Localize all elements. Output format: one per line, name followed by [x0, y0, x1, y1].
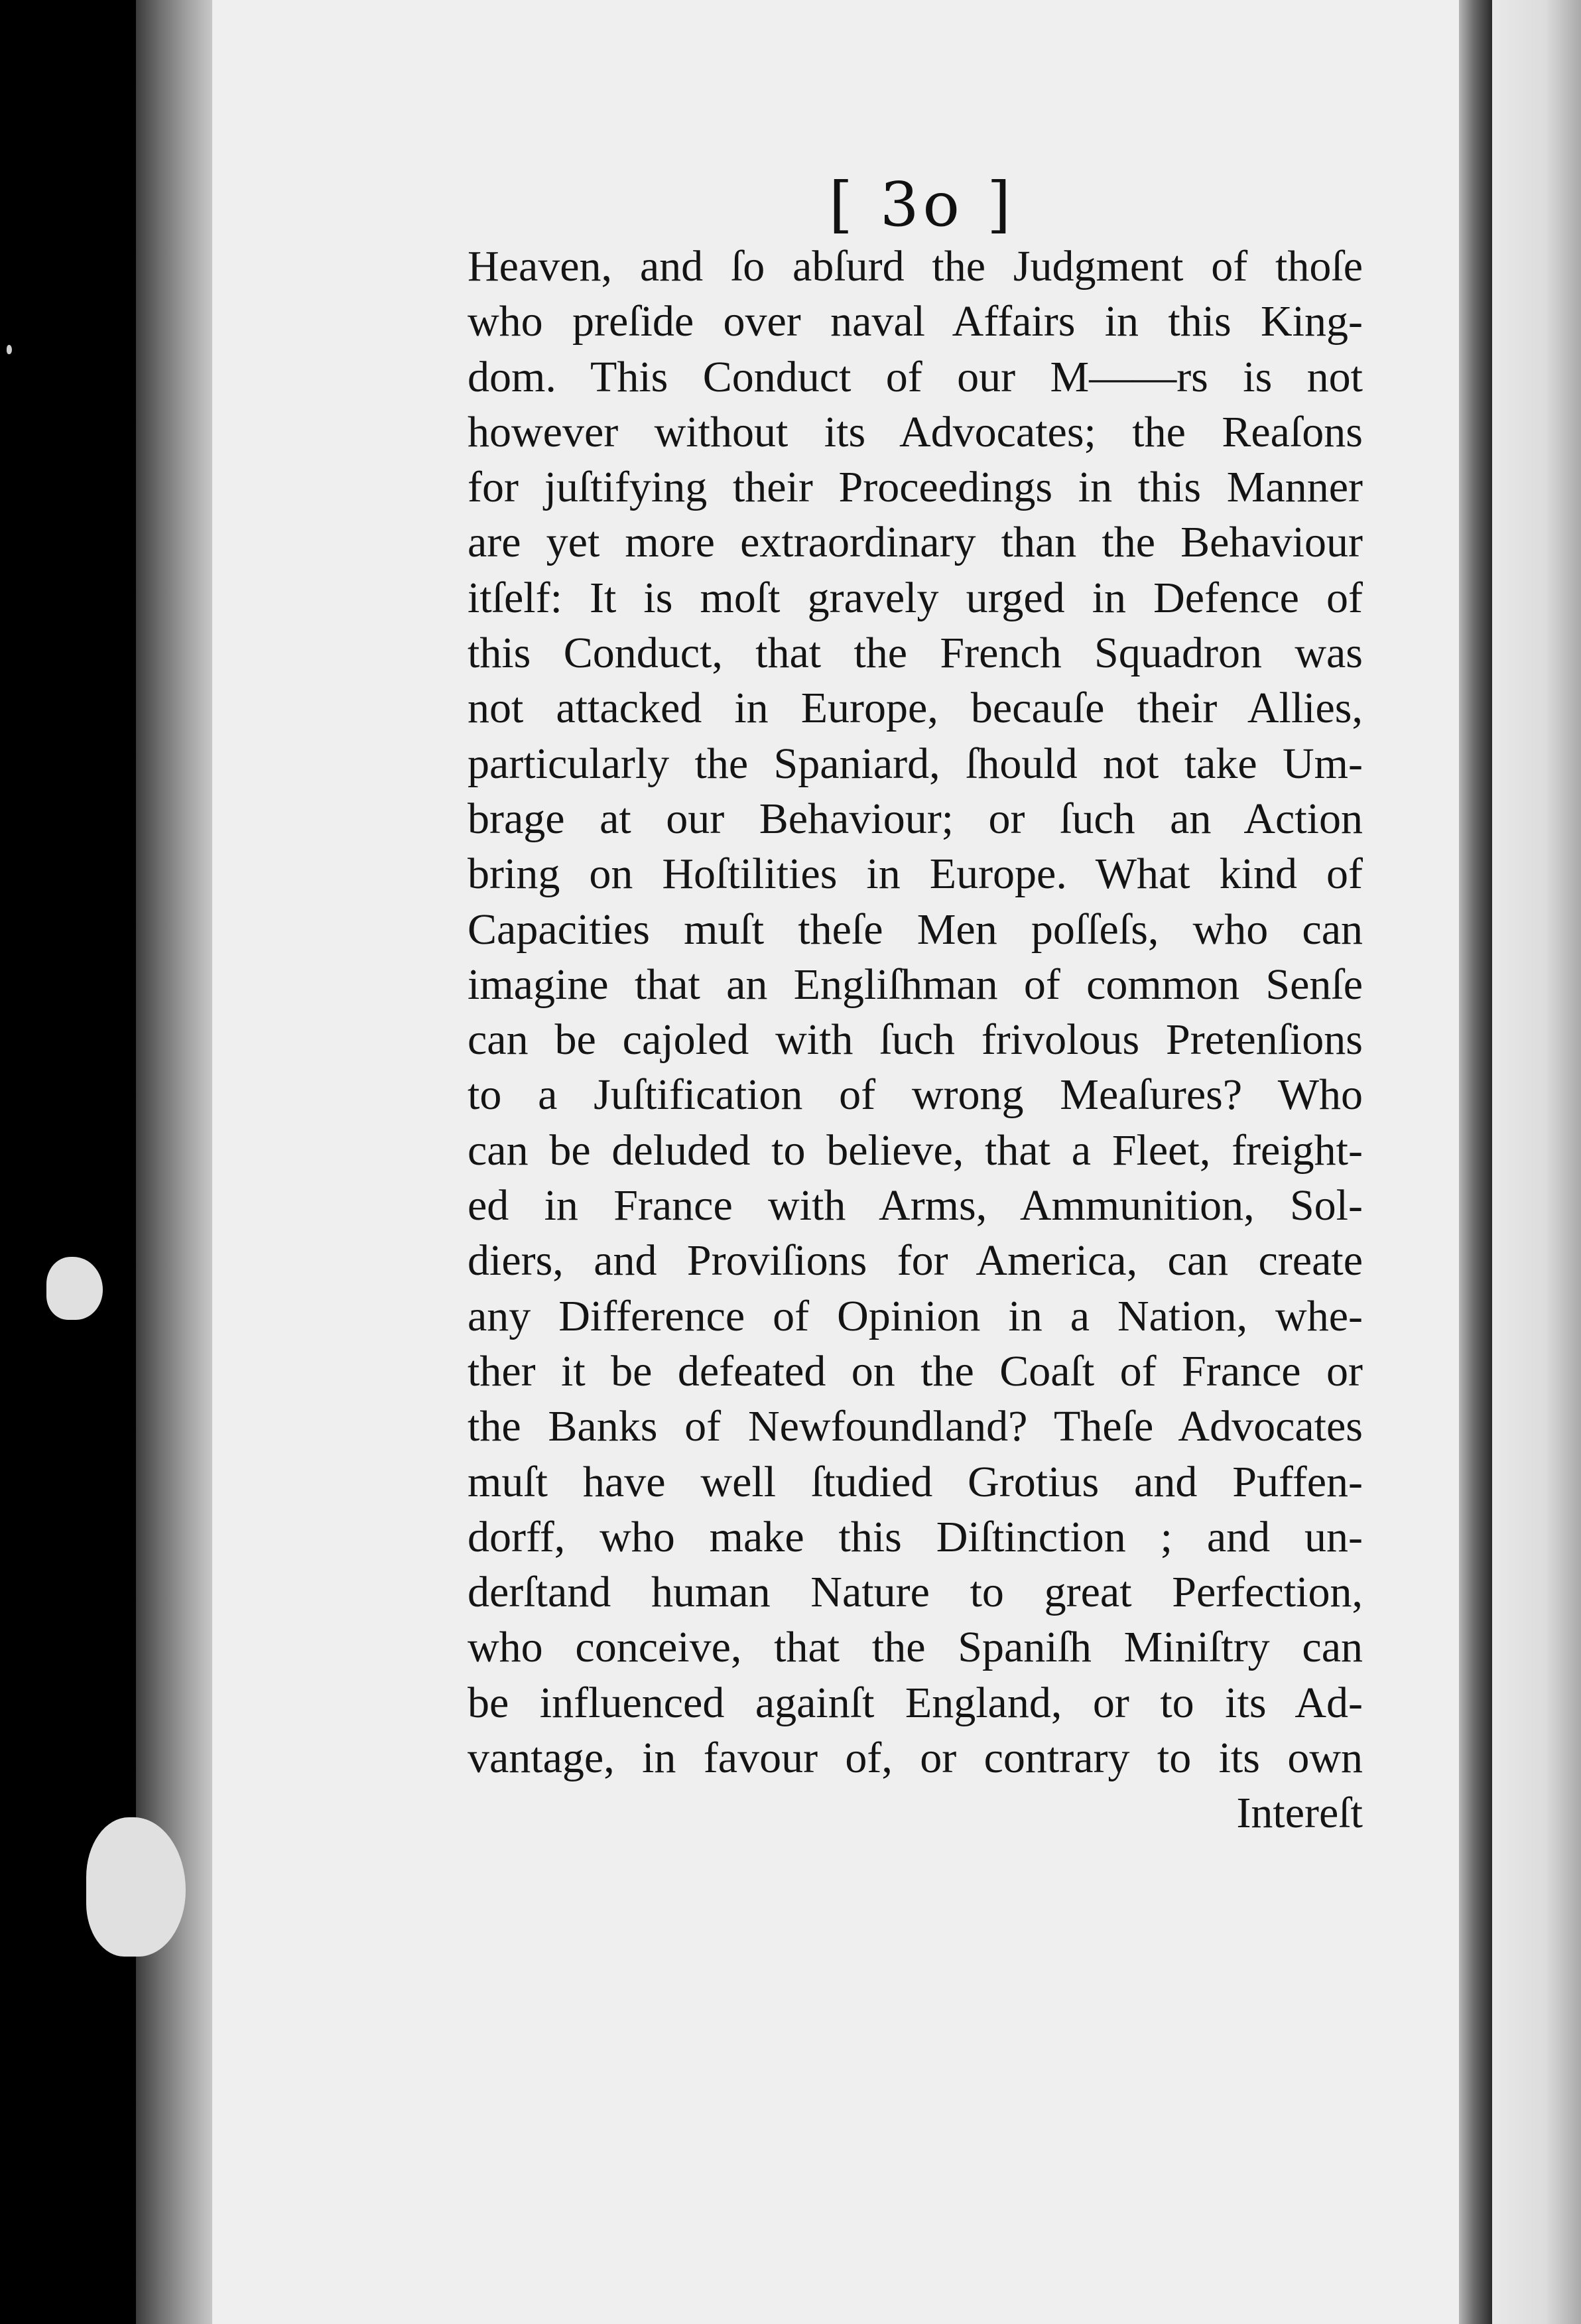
text-line: imagine that an Engliſhman of common Senſe — [468, 960, 1363, 1009]
text-line: who conceive, that the Spaniſh Miniſtry can — [468, 1623, 1363, 1672]
text-line: dorff, who make this Diſtinction ; and un- — [468, 1512, 1363, 1561]
text-line: brage at our Behaviour; or ſuch an Action — [468, 794, 1363, 843]
page-edge-shadow — [1459, 0, 1492, 2324]
text-line: can be cajoled with ſuch frivolous Pretenſions — [468, 1015, 1363, 1065]
text-line: dom. This Conduct of our M——rs is not — [468, 352, 1363, 401]
page-number: [ 3o ] — [828, 169, 1015, 240]
text-line: any Difference of Opinion in a Nation, whe- — [468, 1291, 1363, 1340]
text-line: Heaven, and ſo abſurd the Judgment of thoſe — [468, 242, 1363, 290]
binding-gutter — [136, 0, 222, 2324]
text-line: Capacities muſt theſe Men poſſeſs, who can — [468, 905, 1363, 954]
text-line: are yet more extraordinary than the Behaviour — [468, 518, 1363, 567]
margin-speck — [46, 1257, 103, 1320]
text-line: to a Juſtification of wrong Meaſures? Who — [468, 1070, 1363, 1120]
text-line: vantage, in favour of, or contrary to its own — [468, 1734, 1363, 1783]
text-line: can be deluded to believe, that a Fleet, freight- — [468, 1126, 1363, 1175]
text-line: however without its Advocates; the Reaſons — [468, 407, 1363, 456]
text-line: muſt have well ſtudied Grotius and Puffen- — [468, 1457, 1363, 1506]
facing-page-edge — [1492, 0, 1581, 2324]
text-line: who preſide over naval Affairs in this King- — [468, 297, 1363, 346]
text-line: ther it be defeated on the Coaſt of France or — [468, 1346, 1363, 1395]
text-line: not attacked in Europe, becauſe their Allies, — [468, 684, 1363, 733]
text-line: diers, and Proviſions for America, can create — [468, 1236, 1363, 1285]
text-line: particularly the Spaniard, ſhould not take Um- — [468, 739, 1363, 788]
text-line: itſelf: It is moſt gravely urged in Defence of — [468, 573, 1363, 622]
text-line: the Banks of Newfoundland? Theſe Advocates — [468, 1402, 1363, 1451]
text-line: bring on Hoſtilities in Europe. What kind of — [468, 850, 1363, 899]
catchword: Intereſt — [1236, 1789, 1363, 1838]
margin-speck — [7, 345, 12, 354]
body-text — [468, 239, 1363, 1841]
text-line: derſtand human Nature to great Perfection, — [468, 1568, 1363, 1617]
text-line: for juſtifying their Proceedings in this Manner — [468, 463, 1363, 512]
text-line: ed in France with Arms, Ammunition, Sol- — [468, 1181, 1363, 1230]
text-line: this Conduct, that the French Squadron was — [468, 629, 1363, 678]
text-line: be influenced againſt England, or to its Ad- — [468, 1678, 1363, 1727]
